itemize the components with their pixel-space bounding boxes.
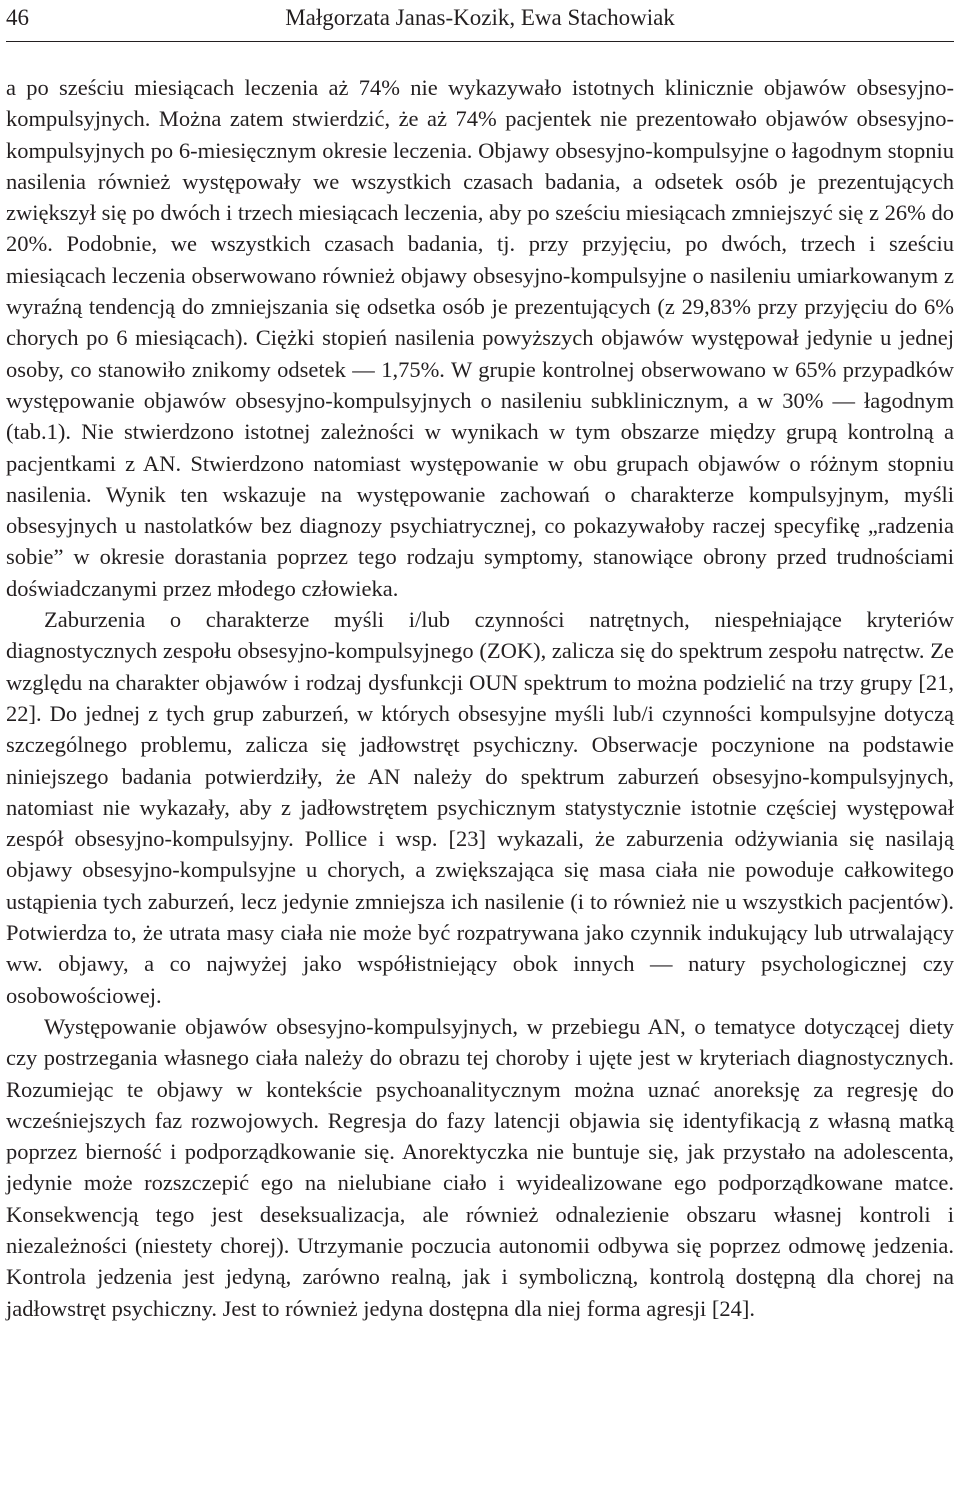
paragraph: Występowanie objawów obsesyjno-kompulsyjnych, w przebiegu AN, o tematyce dotyczącej diety czy postrzegania własnego ciała należy do obrazu tej choroby i ujęte jest w kryteriach diagnostycznych. Rozumiejąc te objawy w kontekście psychoanalitycznym można uznać anoreksję za regresję do wcześniejszych faz rozwojowych. Regresja do fazy latencji objawia się identyfikacją z własną matką poprzez bierność i podporządkowanie się. Anorektyczka nie buntuje się, jak przystało na adolescenta, jedynie może rozszczepić ego na nielubiane ciało i wyidealizowane ego podporządkowane matce. Konsekwencją tego jest deseksualizacja, ale również odnalezienie obszaru własnej kontroli i niezależności (niestety chorej). Utrzymanie poczucia autonomii odbywa się poprzez odmowę jedzenia. Kontrola jedzenia jest jedyną, zarówno realną, jak i symboliczną, kontrolą dostępną dla chorej na jadłowstręt psychiczny. Jest to również jedyna dostępna dla niej forma agresji [24]. — [6, 1013, 954, 1321]
page-header — [0, 0, 960, 42]
running-head-authors: Małgorzata Janas-Kozik, Ewa Stachowiak — [285, 5, 675, 30]
paragraph: a po sześciu miesiącach leczenia aż 74% nie wykazywało istotnych klinicznie objawów obsesyjno-kompulsyjnych. Można zatem stwierdzić, że aż 74% pacjentek nie prezentowało objawów obsesyjno-kompulsyjnych po 6-miesięcznym okresie leczenia. Objawy obsesyjno-kompulsyjne o łagodnym stopniu nasilenia również występowały we wszystkich czasach badania, a odsetek osób je prezentujących zwiększył się po dwóch i trzech miesiącach leczenia, aby po sześciu miesiącach zmniejszyć się z 26% do 20%. Podobnie, we wszystkich czasach badania, tj. przy przyjęciu, po dwóch, trzech i sześciu miesiącach leczenia obserwowano również objawy obsesyjno-kompulsyjne o nasileniu umiarkowanym z wyraźną tendencją do zmniejszania się odsetka osób je prezentujących (z 29,83% przy przyjęciu do 6% chorych po 6 miesiącach). Ciężki stopień nasilenia powyższych objawów występował jedynie u jednej osoby, co stanowiło znikomy odsetek — 1,75%. W grupie kontrolnej obserwowano w 65% przypadków występowanie objawów obsesyjno-kompulsyjnych o nasileniu subklinicznym, a w 30% — łagodnym (tab.1). Nie stwierdzono istotnej zależności w wynikach w tym obszarze między grupą kontrolną a pacjentkami z AN. Stwierdzono natomiast występowanie w obu grupach objawów o różnym stopniu nasilenia. Wynik ten wskazuje na występowanie zachowań o charakterze kompulsyjnym, myśli obsesyjnych u nastolatków bez diagnozy psychiatrycznej, co pokazywałoby raczej specyfikę „radzenia sobie” w okresie dorastania poprzez tego rodzaju symptomy, stanowiące obrony przed trudnościami doświadczanymi przez młodego człowieka. — [6, 75, 954, 601]
article-body — [6, 72, 954, 1324]
header-rule — [6, 41, 954, 42]
page-number: 46 — [6, 5, 29, 30]
paragraph: Zaburzenia o charakterze myśli i/lub czynności natrętnych, niespełniające kryteriów diagnostycznych zespołu obsesyjno-kompulsyjnego (ZOK), zalicza się do spektrum zespołu natręctw. Ze względu na charakter objawów i rodzaj dysfunkcji OUN spektrum to można podzielić na trzy grupy [21, 22]. Do jednej z tych grup zaburzeń, w których obsesyjne myśli lub/i czynności kompulsyjne dotyczą szczególnego problemu, zalicza się jadłowstręt psychiczny. Obserwacje poczynione na podstawie niniejszego badania potwierdziły, że AN należy do spektrum zaburzeń obsesyjno-kompulsyjnych, natomiast nie wykazały, aby z jadłowstrętem psychicznym statystycznie istotnie częściej występował zespół obsesyjno-kompulsyjny. Pollice i wsp. [23] wykazali, że zaburzenia odżywiania się nasilają objawy obsesyjno-kompulsyjne u chorych, a zwiększająca się masa ciała nie powoduje całkowitego ustąpienia tych zaburzeń, lecz jedynie zmniejsza ich nasilenie (i to również nie u wszystkich pacjentów). Potwierdza to, że utrata masy ciała nie może być rozpatrywana jako czynnik indukujący lub utrwalający ww. objawy, a co najwyżej jako współistniejący obok innych — natury psychologicznej czy osobowościowej. — [6, 607, 954, 1008]
